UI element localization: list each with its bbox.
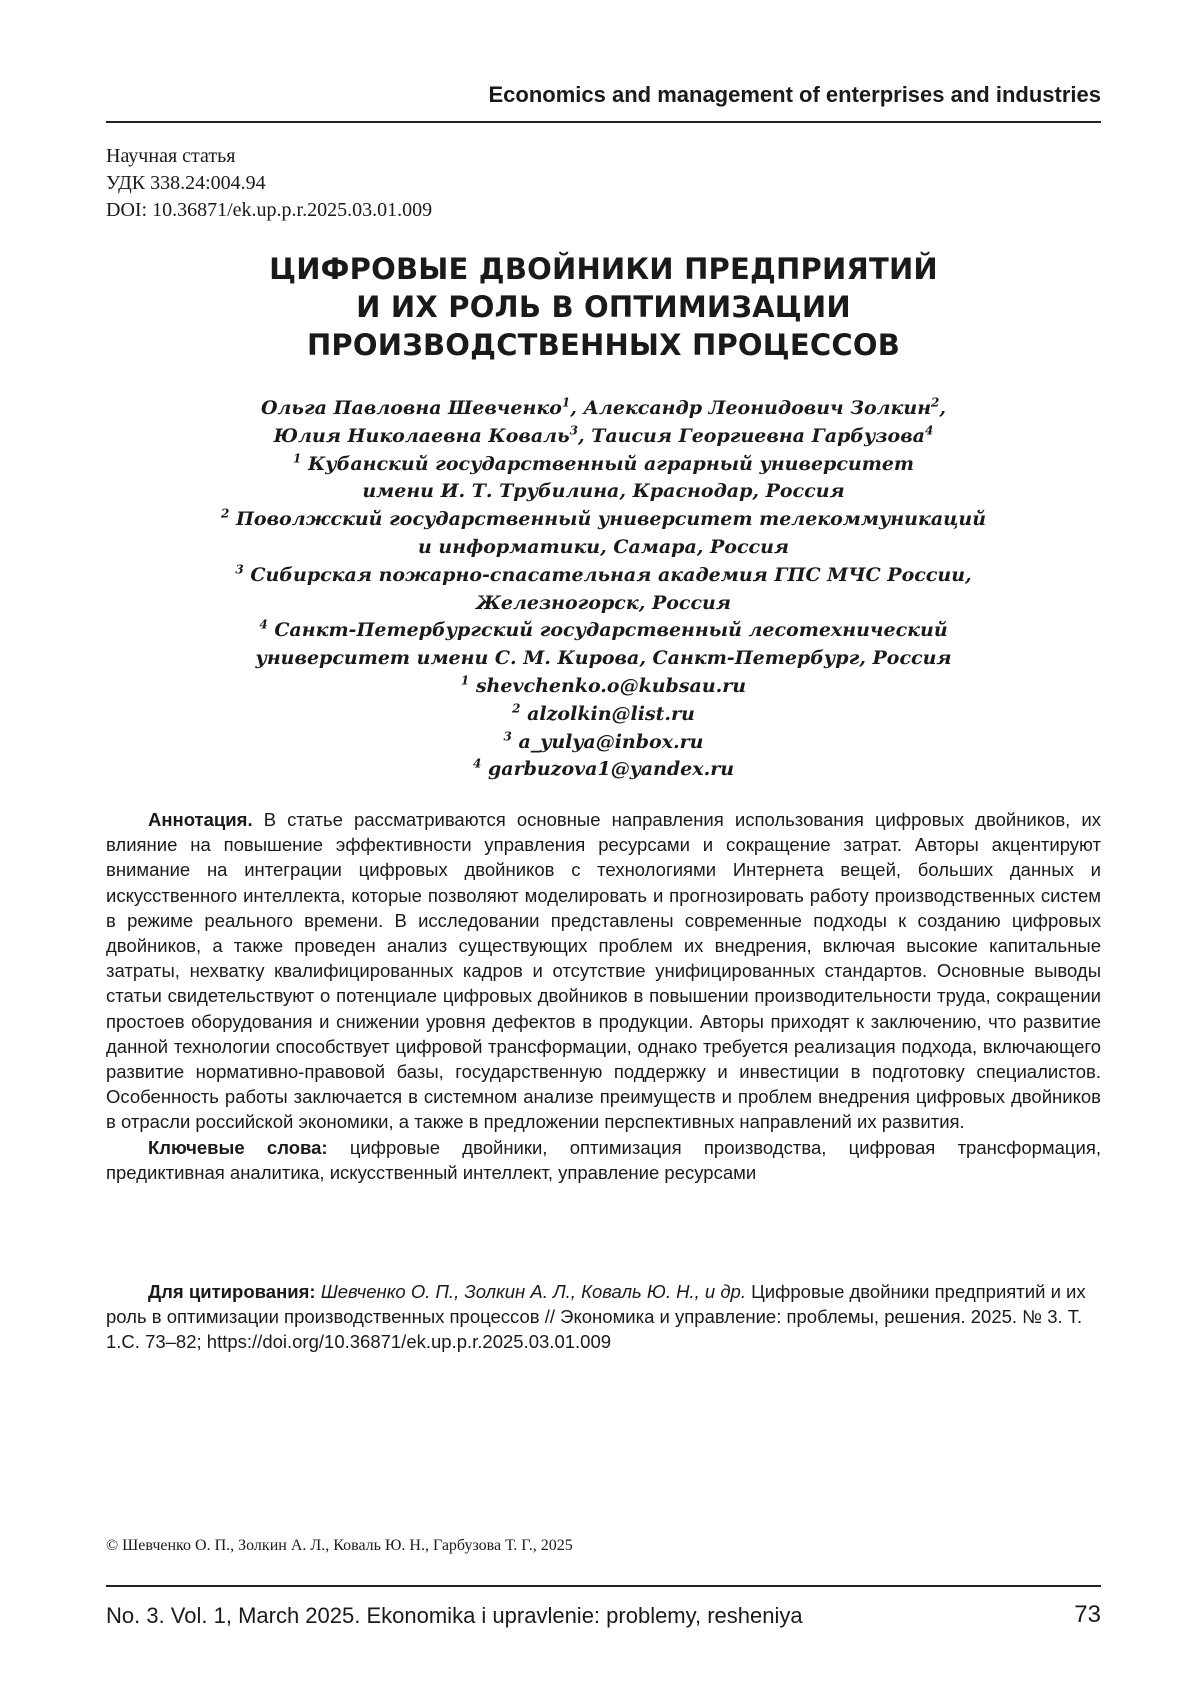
author-name: Александр Леонидович Золкин	[583, 397, 931, 419]
author-sup: 4	[925, 423, 933, 437]
citation-label: Для цитирования:	[148, 1281, 316, 1302]
email-sup: 4	[473, 757, 481, 771]
affiliation	[106, 506, 1101, 534]
affiliation-text: Санкт-Петербургский государственный лесотехнический	[274, 619, 947, 641]
author-sup: 2	[931, 396, 939, 410]
doi[interactable]: DOI: 10.36871/ek.up.p.r.2025.03.01.009	[106, 197, 432, 224]
journal-section-header: Economics and management of enterprises and industries	[489, 82, 1102, 108]
affiliation-sup: 4	[259, 618, 267, 632]
article-type: Научная статья	[106, 143, 432, 170]
keywords-label: Ключевые слова:	[148, 1137, 328, 1158]
footer-issue-info: No. 3. Vol. 1, March 2025. Ekonomika i upravlenie: problemy, resheniya	[106, 1603, 803, 1629]
abstract-text: В статье рассматриваются основные направления использования цифровых двойников, их влияние на повышение эффективности управления ресурсами и сокращение затрат. Авторы акцентируют внимание на интеграции цифровых двойников с технологиями Интернета вещей, больших данных и искусственного интеллекта, которые позволяют моделировать и прогнозировать работу производственных систем в режиме реального времени. В исследовании представлены современные подходы к созданию цифровых двойников, а также проведен анализ существующих проблем их внедрения, включая высокие капитальные затраты, нехватку квалифицированных кадров и отсутствие унифицированных стандартов. Основные выводы статьи свидетельствуют о потенциале цифровых двойников в повышении производительности труда, сокращении простоев оборудования и снижении уровня дефектов в продукции. Авторы приходят к заключению, что развитие данной технологии способствует цифровой трансформации, однако требуется реализация подхода, включающего развитие нормативно-правовой базы, государственную поддержку и инвестиции в подготовку специалистов. Особенность работы заключается в системном анализе преимуществ и проблем внедрения цифровых двойников в отрасли российской экономики, а также в предложении перспективных направлений их развития.	[106, 809, 1101, 1132]
udc-code: УДК 338.24:004.94	[106, 170, 432, 197]
affiliation-cont: Железногорск, Россия	[106, 590, 1101, 618]
affiliation-sup: 2	[221, 507, 229, 521]
email-address[interactable]: garbuzova1@yandex.ru	[488, 758, 734, 780]
affiliation-cont: и информатики, Самара, Россия	[106, 534, 1101, 562]
footer-divider	[106, 1585, 1101, 1587]
title-line: ПРОИЗВОДСТВЕННЫХ ПРОЦЕССОВ	[106, 326, 1101, 364]
affiliation-sup: 1	[293, 451, 301, 465]
header-divider	[106, 121, 1101, 123]
email-address[interactable]: shevchenko.o@kubsau.ru	[476, 675, 746, 697]
email-sup: 3	[504, 729, 512, 743]
keywords-paragraph	[106, 1135, 1101, 1185]
email-sup: 1	[461, 674, 469, 688]
email	[106, 673, 1101, 701]
copyright-notice: © Шевченко О. П., Золкин А. Л., Коваль Ю. Н., Гарбузова Т. Г., 2025	[106, 1537, 573, 1555]
citation-section	[106, 1279, 1101, 1355]
email	[106, 729, 1101, 757]
title-line: ЦИФРОВЫЕ ДВОЙНИКИ ПРЕДПРИЯТИЙ	[106, 250, 1101, 288]
email-sup: 2	[512, 701, 520, 715]
author-name: Юлия Николаевна Коваль	[274, 425, 570, 447]
email	[106, 756, 1101, 784]
affiliation-text: Кубанский государственный аграрный университет	[308, 453, 914, 475]
authors-line-2	[106, 423, 1101, 451]
article-title	[106, 250, 1101, 364]
affiliation-cont: университет имени С. М. Кирова, Санкт-Петербург, Россия	[106, 645, 1101, 673]
email-address[interactable]: alzolkin@list.ru	[527, 703, 695, 725]
abstract-paragraph	[106, 807, 1101, 1135]
affiliation-text: Сибирская пожарно-спасательная академия ГПС МЧС России,	[250, 564, 971, 586]
author-name: Таисия Георгиевна Гарбузова	[591, 425, 925, 447]
abstract-section	[106, 807, 1101, 1185]
citation-authors: Шевченко О. П., Золкин А. Л., Коваль Ю. Н., и др.	[321, 1281, 746, 1302]
title-line: И ИХ РОЛЬ В ОПТИМИЗАЦИИ	[106, 288, 1101, 326]
article-meta	[106, 143, 432, 224]
affiliation	[106, 451, 1101, 479]
email	[106, 701, 1101, 729]
separator: ,	[570, 397, 583, 419]
author-sup: 1	[562, 396, 570, 410]
email-address[interactable]: a_yulya@inbox.ru	[518, 731, 703, 753]
citation-text: Цифровые двойники предприятий и их роль в оптимизации производственных процессов // Экономика и управление: проблемы, решения. 2025. № 3. Т. 1.С. 73–82; https://doi.org/10.36871/ek.up.p.r.2025.03.01.009	[106, 1281, 1086, 1352]
page-number: 73	[1074, 1601, 1101, 1629]
affiliation	[106, 562, 1101, 590]
author-sup: 3	[570, 423, 578, 437]
affiliation	[106, 617, 1101, 645]
separator: ,	[578, 425, 591, 447]
separator: ,	[939, 397, 946, 419]
citation-paragraph	[106, 1279, 1101, 1355]
authors-block	[106, 395, 1101, 784]
author-name: Ольга Павловна Шевченко	[261, 397, 562, 419]
abstract-label: Аннотация.	[148, 809, 253, 830]
article-page	[0, 0, 1200, 1698]
keywords-text: цифровые двойники, оптимизация производства, цифровая трансформация, предиктивная аналитика, искусственный интеллект, управление ресурсами	[106, 1137, 1101, 1183]
affiliation-sup: 3	[235, 562, 243, 576]
authors-line-1	[106, 395, 1101, 423]
affiliation-text: Поволжский государственный университет телекоммуникаций	[236, 508, 986, 530]
affiliation-cont: имени И. Т. Трубилина, Краснодар, Россия	[106, 478, 1101, 506]
